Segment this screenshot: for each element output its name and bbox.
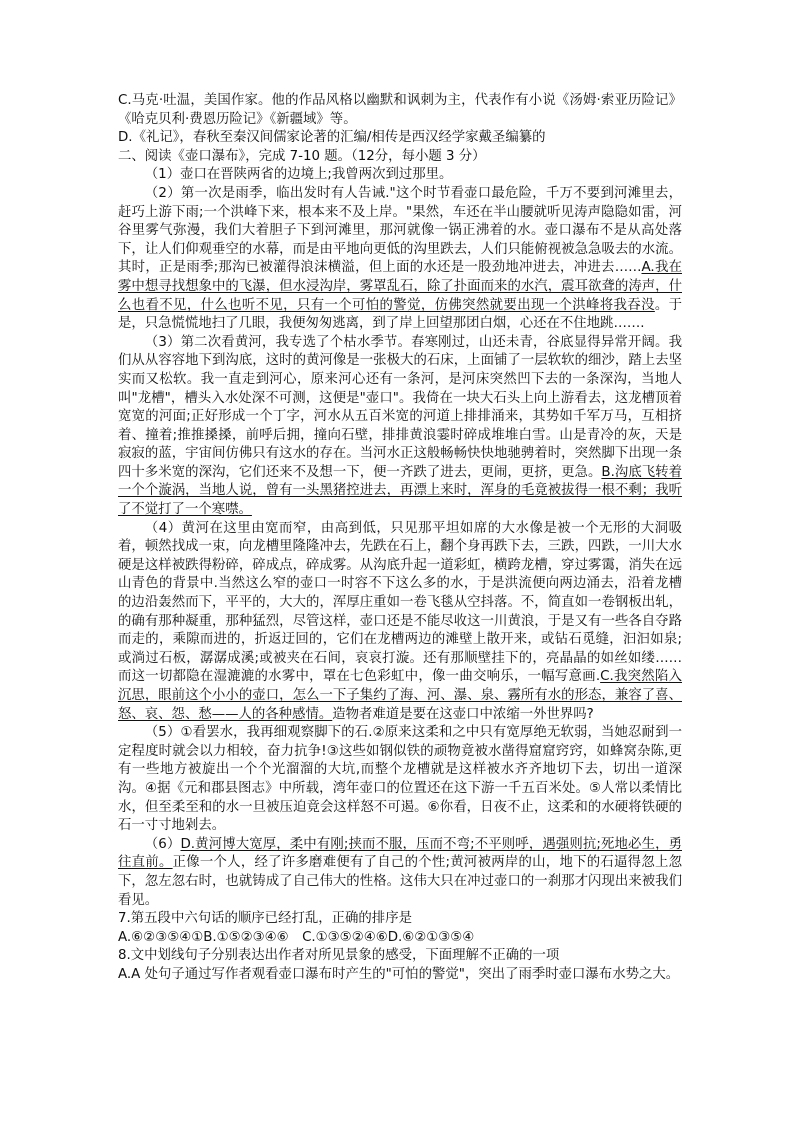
paragraph-5: （5）①看罢水，我再细观察脚下的石.②原来这柔和之中只有宽厚绝无软弱，当她忍耐到一定程度时就会以力相较，奋力抗争!③这些如钢似铁的顽物竟被水凿得窟窟窍窍，如蜂窝杂陈,更有一些地方被旋出一个个光溜溜的大坑,而整个龙槽就是这样被水齐齐地切下去，切出一道深沟。④据《元和郡县图志》中所载，湾年壶口的位置还在这下游一千五百米处。⑤人常以柔情比水，但至柔至和的水一旦被压迫竟会这样怒不可遏。⑥你看，日夜不止，这柔和的水硬将铁硬的石一寸寸地剁去。 [118,725,682,834]
paragraph-4-text: （4）黄河在这里由宽而窄，由高到低，只见那平坦如席的大水像是被一个无形的大洞吸着，顿然找成一束，向龙槽里隆隆冲去，先跌在石上，翻个身再跌下去，三跌，四跌，一川大水硬是这样被跌得粉碎，碎成点，碎成雾。从沟底升起一道彩虹，横跨龙槽，穿过雾霭，消失在远山青色的背景中.当然这么窄的壶口一时容不下这么多的水，于是洪流便向两边涌去，沿着龙槽的边沿轰然而下，平平的，大大的，浑厚庄重如一卷飞毯从空抖落。不，简直如一卷钢板出轧，的确有那种凝重，那种猛烈，尽管这样，壶口还是不能尽收这一川黄浪，于是又有一些各自夺路而走的，乘隙而进的，折返迂回的，它们在龙槽两边的滩壁上散开来，或钻石觅缝，汩汩如泉;或淌过石板，潺潺成溪;或被夹在石间，哀哀打漩。还有那顺壁挂下的，亮晶晶的如丝如缕……而这一切都隐在湿漉漉的水雾中，罩在七色彩虹中，像一曲交响乐，一幅写意画. [118,520,682,685]
paragraph-6 [118,836,682,910]
paragraph-6-tail: 正像一个人，经了许多磨难便有了自己的个性;黄河被两岸的山，地下的石逼得忽上忽下，忽左忽右时，也就铸成了自己伟大的性格。这伟大只在冲过壶口的一刹那才闪现出来被我们看见。 [118,855,683,908]
paragraph-3-text: （3）第二次看黄河，我专选了个枯水季节。春寒刚过，山还未青，谷底显得异常开阔。我们从从容容地下到沟底，这时的黄河像是一张极大的石床，上面铺了一层软软的细沙，踏上去坚实而又松软。我一直走到河心，原来河心还有一条河，是河床突然凹下去的一条深沟，当地人叫"龙槽"，槽头入水处深不可测，这便是"壶口"。我倚在一块大石头上向上游看去，这龙槽顶着宽宽的河面;正好形成一个丁字，河水从五百米宽的河道上排排涌来，其势如千军万马，互相挤着、撞着;推推搡搡，前呼后拥，撞向石壁，排排黄浪霎时碎成堆堆白雪。山是青冷的灰，天是寂寂的蓝，宇宙间仿佛只有这水的存在。当河水正这般畅畅快快地驰骋着时，突然脚下出现一条四十多米宽的深沟，它们还来不及想一下，便一齐跌了进去，更闹，更挤，更急。 [118,334,682,480]
option-c: C.马克·吐温，美国作家。他的作品风格以幽默和讽刺为主，代表作有小说《汤姆·索亚历险记》《哈克贝利·费恩历险记》《新疆域》等。 [118,93,682,127]
paragraph-4 [118,520,682,725]
question-8: 8.文中划线句子分别表达出作者对所见景象的感受，下面理解不正确的一项 [118,948,560,964]
underlined-sentence-b: B.沟底飞转着一个个漩涡，当地人说，曾有一头黑猪控进去，再漂上来时，浑身的毛竟被拔得一根不剩；我听了不觉打了一个寒噤。 [118,464,682,518]
paragraph-1: （1）壶口在晋陕两省的边境上;我曾两次到过那里。 [144,167,453,183]
paragraph-4-tail: 造物者难道是要在这壶口中浓缩一外世界吗? [332,706,594,722]
section-title: 二、阅读《壶口瀑布》，完成 7-10 题。（12分，每小题 3 分） [118,148,486,164]
paragraph-3 [118,334,682,520]
question-8-option-a: A.A 处句子通过写作者观看壶口瀑布时产生的"可怕的警觉"，突出了雨季时壶口瀑布水势之大。 [118,966,680,982]
paragraph-2-text: （2）第一次是雨季，临出发时有人告诫."这个时节看壶口最危险，千万不要到河滩里去，赶巧上游下雨;一个洪峰下来，根本来不及上岸。"果然，车还在半山腰就听见涛声隐隐如雷，河谷里雾气弥漫，我们大着胆子下到河滩里，那河就像一锅正沸着的水。壶口瀑布不是从高处落下，让人们仰观垂空的水幕，而是由平地向更低的沟里跌去，人们只能俯视被急急吸去的水流。其时，正是雨季;那沟已被灌得浪沫横溢，但上面的水还是一股劲地冲进去，冲进去…… [118,185,682,276]
document-body [118,92,682,985]
option-d: D.《礼记》，春秋至秦汉间儒家论著的汇编/相传是西汉经学家戴圣编纂的 [118,130,546,146]
question-7-options: A.⑥②③⑤④①B.①⑤②③④⑥ C.①③⑤②④⑥D.⑥②①③⑤④ [118,929,475,945]
underlined-sentence-c: C.我突然陷入沉思，眼前这个小小的壶口，怎么一下子集约了海、河、瀑、泉、霧所有水的形态，兼容了喜、怒、哀、怨、愁——人的各种感情。 [118,669,682,722]
question-7: 7.第五段中六句话的顺序已经打乱，正确的排序是 [118,911,412,927]
underlined-sentence-d: D.黄河博大宽厚，柔中有刚;挟而不服，压而不弯;不平则呼，遇强则抗;死地必生，勇往直前。 [118,836,682,871]
paragraph-6-number: （6） [144,836,181,852]
underlined-sentence-a: A.我在雾中想寻找想象中的飞瀑，但水浸沟岸，雾罩乱石，除了扑面而来的水汽，震耳欲聋的涛声，什么也看不见，什么也听不见，只有一个可怕的警觉，仿佛突然就要出现一个洪峰将我吞没 [118,260,682,313]
paragraph-2-tail: 。于是，只急慌慌地扫了几眼，我便匆匆逃离，到了岸上回望那团白烟，心还在不住地跳……. [118,297,682,332]
paragraph-2 [118,185,682,334]
